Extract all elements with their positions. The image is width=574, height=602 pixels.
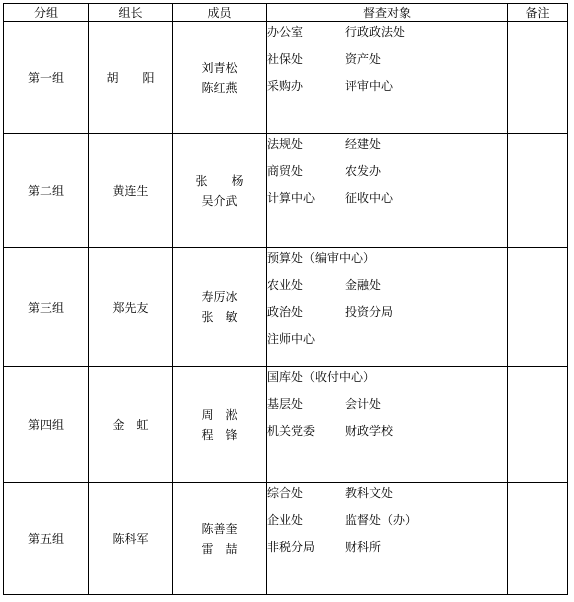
target-department: 农发办 xyxy=(345,164,382,178)
member-name: 寿厉冰 xyxy=(201,290,238,304)
member-name: 陈善奎 xyxy=(201,521,238,536)
target-department: 机关党委 xyxy=(267,424,316,438)
target-line xyxy=(267,188,507,215)
targets-cell xyxy=(267,483,508,595)
members-cell xyxy=(173,248,267,367)
target-line xyxy=(267,248,507,275)
header-members: 成员 xyxy=(173,4,267,22)
target-department: 办公室 xyxy=(267,25,304,39)
notes-cell xyxy=(508,367,568,483)
leader-cell: 黄连生 xyxy=(89,134,173,248)
target-line xyxy=(267,302,507,329)
target-line xyxy=(267,134,507,161)
group-cell: 第五组 xyxy=(4,483,89,595)
header-leader: 组长 xyxy=(89,4,173,22)
target-line xyxy=(267,329,507,356)
member-name: 张 敏 xyxy=(201,310,238,324)
member-name: 刘青松 xyxy=(201,60,238,75)
target-line xyxy=(267,22,507,49)
targets-cell xyxy=(267,367,508,483)
group-cell: 第一组 xyxy=(4,22,89,134)
target-department: 企业处 xyxy=(267,513,304,527)
targets-cell xyxy=(267,248,508,367)
notes-cell xyxy=(508,22,568,134)
group-cell: 第二组 xyxy=(4,134,89,248)
target-line xyxy=(267,394,507,421)
members-cell xyxy=(173,367,267,483)
target-department: 计算中心 xyxy=(267,191,316,205)
targets-cell xyxy=(267,134,508,248)
header-targets: 督查对象 xyxy=(267,4,508,22)
target-department: 会计处 xyxy=(345,397,382,411)
target-department: 金融处 xyxy=(345,278,382,292)
target-department: 资产处 xyxy=(345,52,382,66)
table-row xyxy=(4,22,568,134)
notes-cell xyxy=(508,483,568,595)
target-department: 监督处（办） xyxy=(345,513,418,527)
target-department: 采购办 xyxy=(267,79,304,93)
target-department: 综合处 xyxy=(267,486,304,500)
header-notes: 备注 xyxy=(508,4,568,22)
member-name: 张 杨 xyxy=(195,173,244,188)
target-department: 非税分局 xyxy=(267,540,316,554)
target-department: 农业处 xyxy=(267,278,304,292)
target-line xyxy=(267,510,507,537)
target-line xyxy=(267,161,507,188)
target-department: 政治处 xyxy=(267,305,304,319)
target-department: 征收中心 xyxy=(345,191,394,205)
target-department: 社保处 xyxy=(267,52,304,66)
table-row xyxy=(4,483,568,595)
target-department: 国库处（收付中心） xyxy=(267,370,376,384)
target-line xyxy=(267,483,507,510)
target-department: 行政政法处 xyxy=(345,25,406,39)
leader-cell: 胡 阳 xyxy=(89,22,173,134)
target-department: 财政学校 xyxy=(345,424,394,438)
member-name: 陈红燕 xyxy=(201,80,238,95)
inspection-group-table xyxy=(3,3,568,595)
member-name: 程 锋 xyxy=(201,427,238,442)
target-department: 法规处 xyxy=(267,137,304,151)
table-row xyxy=(4,134,568,248)
target-line xyxy=(267,49,507,76)
members-cell xyxy=(173,134,267,248)
table-row xyxy=(4,248,568,367)
target-line xyxy=(267,76,507,103)
leader-cell: 郑先友 xyxy=(89,248,173,367)
header-group: 分组 xyxy=(4,4,89,22)
notes-cell xyxy=(508,248,568,367)
target-department: 投资分局 xyxy=(345,305,394,319)
member-name: 周 淞 xyxy=(201,407,238,422)
target-department: 商贸处 xyxy=(267,164,304,178)
targets-cell xyxy=(267,22,508,134)
group-cell: 第四组 xyxy=(4,367,89,483)
notes-cell xyxy=(508,134,568,248)
leader-cell: 陈科军 xyxy=(89,483,173,595)
member-name: 吴介武 xyxy=(201,193,238,208)
target-department: 基层处 xyxy=(267,397,304,411)
target-line xyxy=(267,367,507,394)
target-line xyxy=(267,537,507,564)
target-department: 评审中心 xyxy=(345,79,394,93)
target-department: 教科文处 xyxy=(345,486,394,500)
target-department: 注师中心 xyxy=(267,332,316,346)
members-cell xyxy=(173,483,267,595)
table-row xyxy=(4,367,568,483)
leader-cell: 金 虹 xyxy=(89,367,173,483)
member-name: 雷 喆 xyxy=(201,541,238,556)
members-cell xyxy=(173,22,267,134)
target-department: 经建处 xyxy=(345,137,382,151)
header-row xyxy=(4,4,568,22)
target-department: 预算处（编审中心） xyxy=(267,251,376,265)
target-line xyxy=(267,275,507,302)
group-cell: 第三组 xyxy=(4,248,89,367)
target-department: 财科所 xyxy=(345,540,382,554)
target-line xyxy=(267,421,507,448)
